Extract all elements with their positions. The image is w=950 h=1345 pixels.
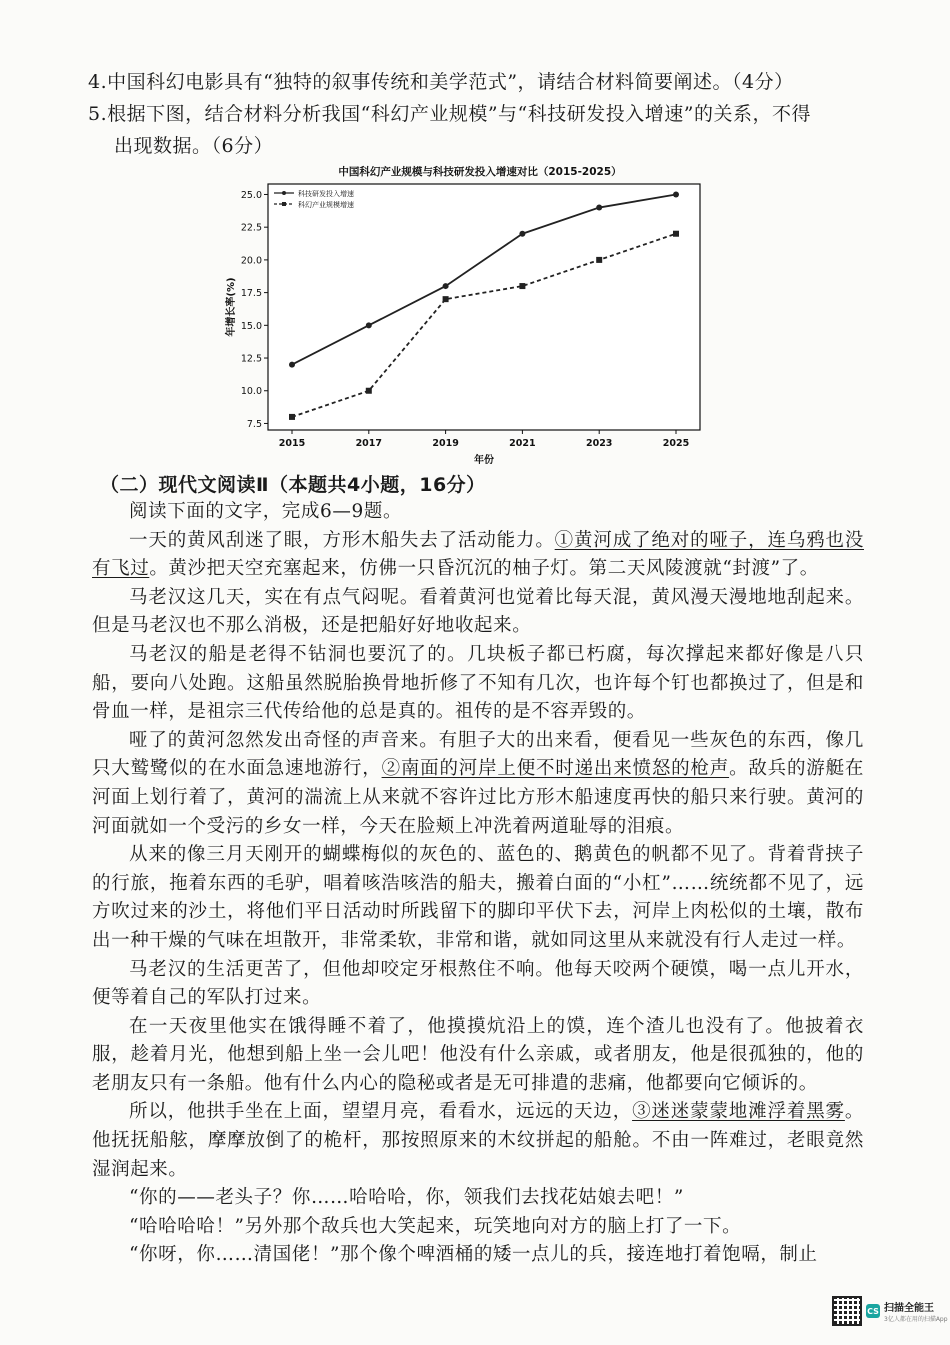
data-point [366, 388, 372, 394]
question-4-text: 4.中国科幻电影具有“独特的叙事传统和美学范式”，请结合材料简要阐述。（4分） [88, 71, 794, 93]
paragraph: 马老汉这几天，实在有点气闷呢。看着黄河也觉着比每天混，黄风漫天漫地地刮起来。但是马老汉也不那么消极，还是把船好好地收起来。 [92, 586, 864, 637]
text-run: 。黄沙把天空充塞起来，仿佛一只昏沉沉的柚子灯。第二天风陵渡就“封渡”了。 [149, 558, 819, 580]
underlined-sentence-3: ③迷迷蒙蒙地滩浮着黑雾 [632, 1101, 845, 1123]
y-axis-label: 年增长率(%) [226, 277, 237, 337]
data-point [519, 283, 525, 289]
y-tick-label: 17.5 [240, 288, 262, 300]
x-axis-label: 年份 [474, 455, 494, 466]
paragraph: 马老汉的船是老得不钻洞也要沉了的。几块板子都已朽腐，每次撑起来都好像是八只船，要向八处跑。这船虽然脱胎换骨地折修了不知有几次，也许每个钉也都换过了，但是和骨血一样，是祖宗三代传给他的总是真的。祖传的是不容弄毁的。 [92, 643, 864, 723]
x-tick-label: 2015 [278, 438, 306, 449]
scanner-watermark [832, 1296, 948, 1326]
text-run: 。他抚抚船舷，摩摩放倒了的桅杆，那按照原来的木纹拼起的船舱。不由一阵难过，老眼竟然湿润起来。 [92, 1101, 864, 1180]
paragraph: 从来的像三月天刚开的蝴蝶梅似的灰色的、蓝色的、鹅黄色的帆都不见了。背着背挟子的行旅，拖着东西的毛驴，唱着咳浩咳浩的船夫，搬着白面的“小杠”……统统都不见了，远方吹过来的沙土，将他们平日活动时所践留下的脚印平伏下去，河岸上肉松似的土壤，散布出一种干燥的气味在坦散开，非常柔软，非常和谐，就如同这里从来就没有行人走过一样。 [92, 844, 864, 951]
watermark-text [884, 1299, 948, 1323]
data-point [596, 205, 602, 211]
y-tick-label: 12.5 [240, 353, 262, 365]
text-run: 哑了的黄河忽然发出奇怪的声音来。有胆子大的出来看，便看见一些灰色的东西，像几只大鹫鹭似的在水面急速地游行， [92, 729, 864, 780]
paragraph [92, 1098, 864, 1184]
paragraph: 马老汉的生活更苦了，但他却咬定牙根熬住不响。他每天咬两个硬馍，喝一点儿开水，便等着自己的军队打过来。 [92, 958, 864, 1009]
instruction: 阅读下面的文字，完成6—9题。 [129, 501, 403, 522]
question-4 [88, 66, 878, 98]
legend-marker [282, 191, 286, 195]
data-point [366, 322, 372, 328]
paragraph [92, 727, 864, 841]
data-point [673, 231, 679, 237]
x-tick-label: 2017 [355, 438, 383, 449]
y-tick-label: 25.0 [240, 189, 262, 201]
data-point [443, 283, 449, 289]
text-run: 所以，他拱手坐在上面，望望月亮，看看水，远远的天边， [129, 1101, 633, 1123]
legend-label: 科技研发投入增速 [298, 190, 354, 198]
line-chart [218, 160, 708, 472]
y-tick-label: 15.0 [240, 320, 262, 332]
plot-frame [268, 184, 700, 430]
y-tick-label: 10.0 [240, 386, 262, 398]
data-point [289, 362, 295, 368]
x-tick-label: 2025 [662, 438, 690, 449]
paragraph: “哈哈哈哈！”另外那个敌兵也大笑起来，玩笑地向对方的脑上打了一下。 [129, 1215, 742, 1237]
qr-code-icon [832, 1296, 862, 1326]
data-point [673, 191, 679, 197]
text-run: 一天的黄风刮迷了眼，方形木船失去了活动能力。 [129, 529, 555, 551]
y-tick-label: 7.5 [246, 418, 262, 430]
underlined-sentence-2: ②南面的河岸上便不时递出来愤怒的枪声 [381, 758, 730, 780]
question-5-line1: 5.根据下图，结合材料分析我国“科幻产业规模”与“科技研发投入增速”的关系，不得 [88, 103, 811, 125]
x-tick-label: 2019 [432, 438, 459, 449]
data-point [596, 257, 602, 263]
text-run: 。敌兵的游艇在河面上划行着了，黄河的湍流上从来就不容许过比方形木船速度再快的船只来行驶。黄河的河面就如一个受污的乡女一样，今天在脸颊上冲洗着两道耻辱的泪痕。 [92, 758, 864, 837]
y-tick-label: 20.0 [240, 255, 262, 267]
paragraph: “你的——老头子？你……哈哈哈，你，领我们去找花姑娘去吧！” [129, 1187, 684, 1209]
paragraph [92, 527, 864, 584]
paragraph: “你呀，你……清国佬！”那个像个啤酒桶的矮一点儿的兵，接连地打着饱嗝，制止 [129, 1244, 818, 1266]
chart-title: 中国科幻产业规模与科技研发投入增速对比（2015-2025） [338, 166, 622, 178]
watermark-subtitle: 3亿人都在用的扫描App [884, 1316, 948, 1323]
reading-passage [92, 498, 864, 1270]
watermark-title: 扫描全能王 [884, 1303, 934, 1314]
x-tick-label: 2021 [509, 438, 536, 449]
x-tick-label: 2023 [585, 438, 613, 449]
data-point [519, 231, 525, 237]
question-5-line2: 出现数据。（6分） [114, 135, 274, 157]
legend-label: 科幻产业规模增速 [298, 201, 354, 209]
data-point [289, 414, 295, 420]
data-point [443, 296, 449, 302]
legend-marker [282, 202, 286, 206]
y-tick-label: 22.5 [240, 222, 262, 234]
camscanner-logo: CS [866, 1304, 880, 1318]
section-title: （二）现代文阅读Ⅱ（本题共4小题，16分） [100, 474, 486, 496]
paragraph: 在一天夜里他实在饿得睡不着了，他摸摸炕沿上的馍，连个渣儿也没有了。他披着衣服，趁着月光，他想到船上坐一会儿吧！他没有什么亲戚，或者朋友，他是很孤独的，他的老朋友只有一条船。他有什么内心的隐秘或者是无可排遣的悲痛，他都要向它倾诉的。 [92, 1015, 864, 1094]
question-5 [88, 98, 878, 162]
underlined-sentence-1: ①黄河成了绝对的哑子，连乌鸦也没有飞过 [92, 529, 864, 580]
